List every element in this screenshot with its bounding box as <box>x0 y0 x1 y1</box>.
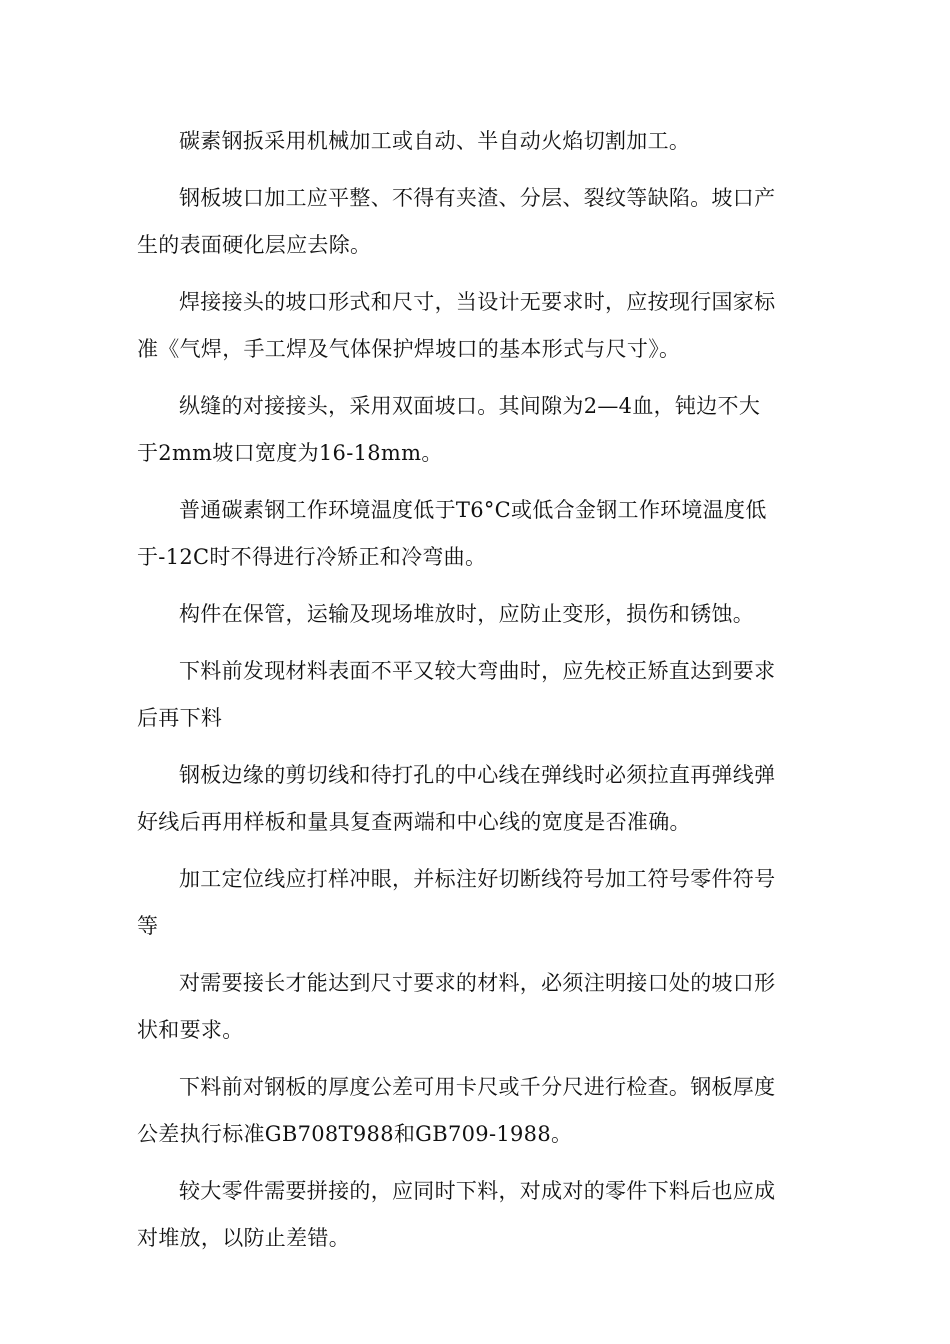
paragraph <box>137 279 817 373</box>
text-line: 后再下料 <box>137 706 223 730</box>
paragraph <box>137 175 817 269</box>
text-line: 普通碳素钢工作环境温度低于T6°C或低合金钢工作环境温度低 <box>179 498 767 522</box>
text-line: 较大零件需要拼接的，应同时下料，对成对的零件下料后也应成 <box>179 1179 776 1203</box>
text-line: 生的表面硬化层应去除。 <box>137 233 372 257</box>
text-line: 准《气焊，手工焊及气体保护焊坡口的基本形式与尺寸》。 <box>137 337 681 361</box>
document-body <box>137 118 817 1272</box>
paragraph <box>137 1168 817 1262</box>
paragraph <box>137 648 817 742</box>
text-line: 于2mm坡口宽度为16-18mm。 <box>137 441 443 465</box>
paragraph <box>137 960 817 1054</box>
text-line: 碳素钢扳采用机械加工或自动、半自动火焰切割加工。 <box>179 129 691 153</box>
paragraph <box>137 1064 817 1158</box>
text-line: 对堆放，以防止差错。 <box>137 1226 350 1250</box>
paragraph <box>137 487 817 581</box>
text-line: 构件在保管，运输及现场堆放时，应防止变形，损伤和锈蚀。 <box>179 602 755 626</box>
text-line: 状和要求。 <box>137 1018 244 1042</box>
text-line: 钢板坡口加工应平整、不得有夹渣、分层、裂纹等缺陷。坡口产 <box>179 186 776 210</box>
text-line: 钢板边缘的剪切线和待打孔的中心线在弹线时必须拉直再弹线弹 <box>179 763 776 787</box>
text-line: 于-12C时不得进行冷矫正和冷弯曲。 <box>137 545 487 569</box>
text-line: 对需要接长才能达到尺寸要求的材料，必须注明接口处的坡口形 <box>179 971 776 995</box>
text-line: 加工定位线应打样冲眼，并标注好切断线符号加工符号零件符号 <box>179 867 776 891</box>
text-line: 下料前发现材料表面不平又较大弯曲时，应先校正矫直达到要求 <box>179 659 776 683</box>
text-line: 下料前对钢板的厚度公差可用卡尺或千分尺进行检查。钢板厚度 <box>179 1075 776 1099</box>
paragraph <box>137 856 817 950</box>
paragraph <box>137 118 817 165</box>
text-line: 纵缝的对接接头，采用双面坡口。其间隙为2—4血，钝边不大 <box>179 394 761 418</box>
text-line: 等 <box>137 914 159 938</box>
paragraph <box>137 752 817 846</box>
paragraph <box>137 383 817 477</box>
text-line: 焊接接头的坡口形式和尺寸，当设计无要求时，应按现行国家标 <box>179 290 776 314</box>
text-line: 公差执行标准GB708T988和GB709-1988。 <box>137 1122 573 1146</box>
paragraph <box>137 591 817 638</box>
text-line: 好线后再用样板和量具复查两端和中心线的宽度是否准确。 <box>137 810 691 834</box>
